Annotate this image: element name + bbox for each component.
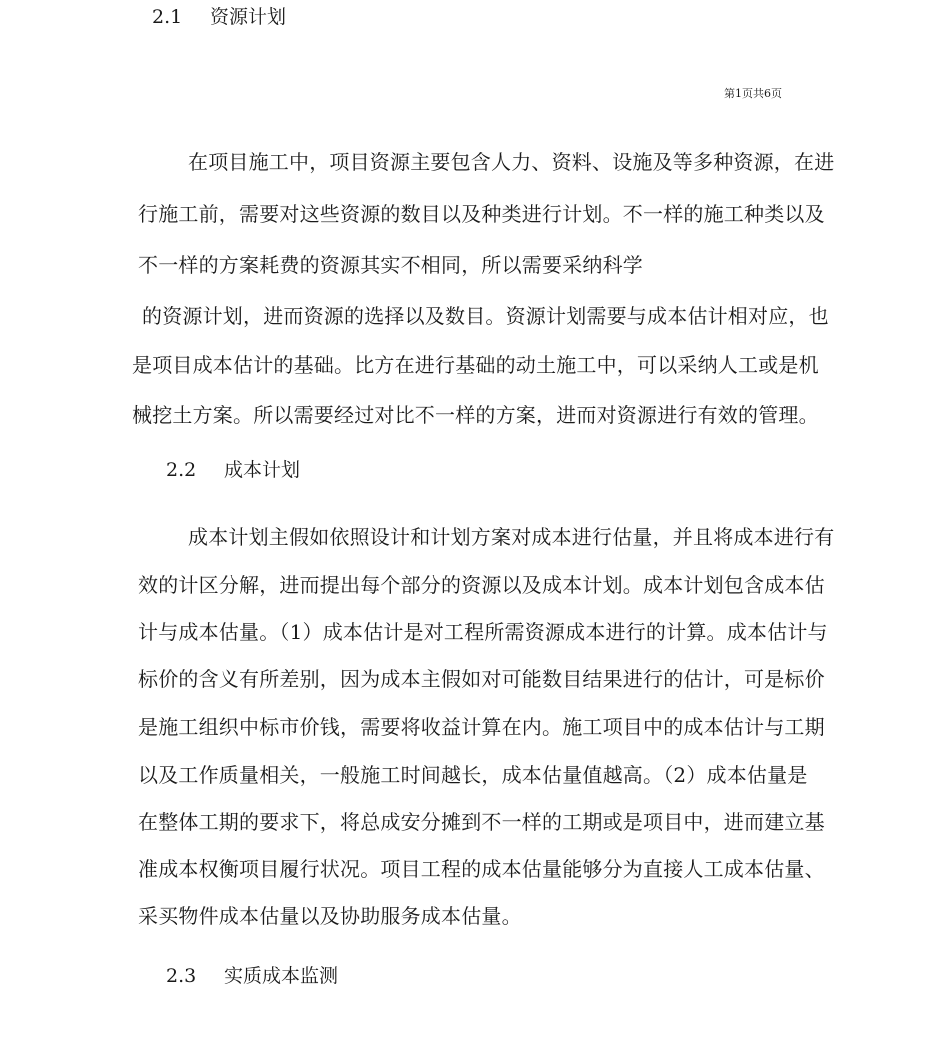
page-number: 第1页共6页 — [724, 87, 782, 100]
paragraph-line: 是项目成本估计的基础。比方在进行基础的动土施工中，可以采纳人工或是机 — [132, 353, 819, 377]
section-title: 实质成本监测 — [224, 965, 339, 987]
section-number: 2.3 — [166, 965, 197, 987]
section-heading-2-3 — [166, 961, 338, 988]
paragraph-line: 械挖土方案。所以需要经过对比不一样的方案，进而对资源进行有效的管理。 — [132, 403, 819, 427]
section-heading-2-1 — [152, 2, 286, 29]
paragraph-line: 标价的含义有所差别，因为成本主假如对可能数目结果进行的估计，可是标价 — [138, 667, 825, 691]
paragraph-line: 在整体工期的要求下，将总成安分摊到不一样的工期或是项目中，进而建立基 — [138, 810, 825, 834]
section-title: 资源计划 — [210, 6, 287, 28]
section-heading-2-2 — [166, 455, 300, 482]
paragraph-line: 在项目施工中，项目资源主要包含人力、资料、设施及等多种资源，在进 — [188, 150, 835, 174]
section-title: 成本计划 — [224, 459, 301, 481]
paragraph-line: 计与成本估量。（1）成本估计是对工程所需资源成本进行的计算。成本估计与 — [138, 620, 828, 644]
paragraph-line: 准成本权衡项目履行状况。项目工程的成本估量能够分为直接人工成本估量、 — [138, 857, 825, 881]
paragraph-line: 成本计划主假如依照设计和计划方案对成本进行估量，并且将成本进行有 — [188, 525, 835, 549]
paragraph-line: 以及工作质量相关，一般施工时间越长，成本估量值越高。（2）成本估量是 — [138, 763, 808, 787]
paragraph-line: 的资源计划，进而资源的选择以及数目。资源计划需要与成本估计相对应，也 — [142, 304, 829, 328]
paragraph-line: 行施工前，需要对这些资源的数目以及种类进行计划。不一样的施工种类以及 — [138, 202, 825, 226]
paragraph-line: 是施工组织中标市价钱，需要将收益计算在内。施工项目中的成本估计与工期 — [138, 715, 825, 739]
paragraph-line: 采买物件成本估量以及协助服务成本估量。 — [138, 904, 522, 928]
section-number: 2.1 — [152, 6, 183, 28]
paragraph-line: 不一样的方案耗费的资源其实不相同，所以需要采纳科学 — [138, 253, 643, 277]
paragraph-line: 效的计区分解，进而提出每个部分的资源以及成本计划。成本计划包含成本估 — [138, 573, 825, 597]
section-number: 2.2 — [166, 459, 197, 481]
